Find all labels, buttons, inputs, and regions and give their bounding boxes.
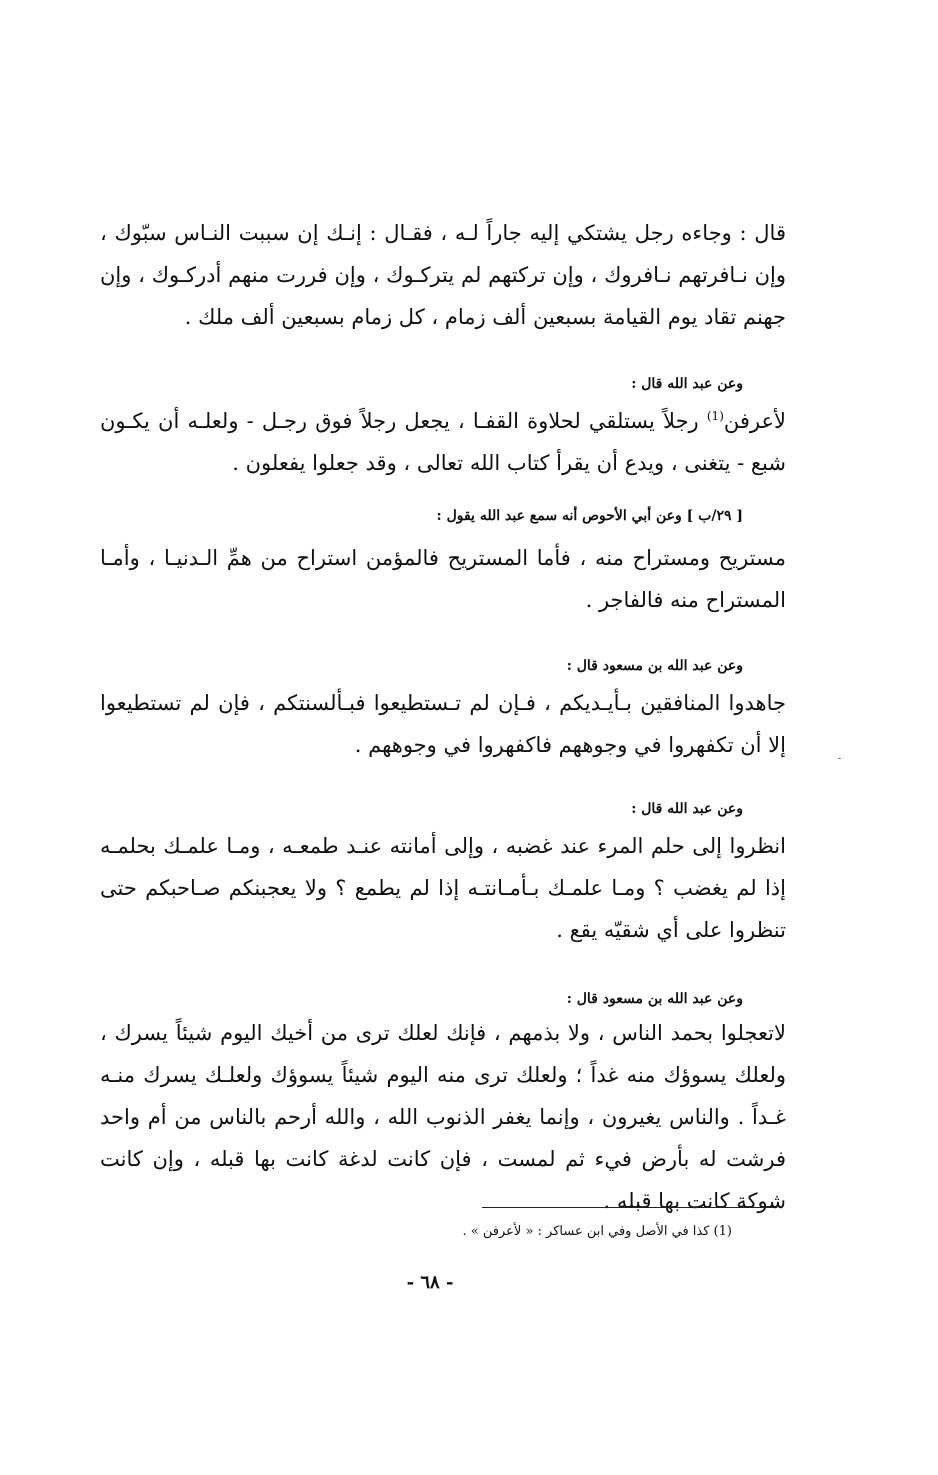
section-2-text-after-note: رجلاً يستلقي لحلاوة القفـا ، يجعل رجلاً فوق رجـل - ولعلـه أن يكـون شبع - يتغنى ، ويدع أن يقرأ كتاب الله تعالى ، وقد جعلوا يفعلون . bbox=[100, 409, 786, 475]
section-3-text: مستريح ومستراح منه ، فأما المستريح فالمؤمن استراح من همِّ الـدنيـا ، وأمـا المستراح منه فالفاجر . bbox=[100, 546, 786, 612]
section-5-heading: وعن عبد الله قال : bbox=[631, 801, 743, 817]
section-4-text: جاهدوا المنافقين بـأيـديكم ، فـإن لم تـستطيعوا فبـألسنتكم ، فإن لم تستطيعوا إلا أن تكفهروا في وجوههم فاكفهروا في وجوههم . bbox=[100, 691, 786, 757]
paragraph-1 bbox=[100, 212, 786, 338]
section-2-body bbox=[100, 400, 786, 484]
section-6-text: لاتعجلوا بحمد الناس ، ولا بذمهم ، فإنك لعلك ترى من أخيك اليوم شيئاً يسرك ، ولعلك يسوؤك منه غداً ؛ ولعلك ترى منه اليوم شيئاً يسوؤك ولعلـك يسرك منـه غـداً . والناس يغيرون ، وإنما يغفر الذنوب الله ، والله أرحم بالناس من أم واحد فرشت له بأرض فيء ثم لمست ، فإن كانت لدغة كانت بها قبله ، وإن كانت شوكة كانت بها قبله . bbox=[100, 1021, 786, 1213]
footnote: (1) كذا في الأصل وفي ابن عساكر : « لأعرفن » . bbox=[462, 1224, 732, 1239]
section-5-body bbox=[100, 825, 786, 951]
section-2-heading: وعن عبد الله قال : bbox=[631, 376, 743, 392]
section-2-text-before-note: لأعرفن bbox=[723, 409, 786, 433]
scan-mark bbox=[838, 758, 841, 759]
footnote-reference: (1) bbox=[706, 409, 724, 423]
section-6-body bbox=[100, 1012, 786, 1222]
section-3-body bbox=[100, 537, 786, 621]
footnote-separator bbox=[482, 1207, 774, 1208]
section-6-heading: وعن عبد الله بن مسعود قال : bbox=[566, 991, 743, 1007]
paragraph-1-text: قال : وجاءه رجل يشتكي إليه جاراً لـه ، فقـال : إنـك إن سببت النـاس سبّوك ، وإن نـافرتهم نـافروك ، وإن تركتهم لم يتركـوك ، وإن فررت منهم أدركـوك ، وإن جهنم تقاد يوم القيامة بسبعين ألف زمام ، كل زمام بسبعين ألف ملك . bbox=[100, 221, 786, 329]
section-4-heading: وعن عبد الله بن مسعود قال : bbox=[566, 658, 743, 674]
section-4-body bbox=[100, 682, 786, 766]
section-3-heading: [ ٢٩/ب ] وعن أبي الأحوص أنه سمع عبد الله يقول : bbox=[436, 508, 743, 524]
section-5-text: انظروا إلى حلم المرء عند غضبه ، وإلى أمانته عنـد طمعـه ، ومـا علمـك بحلمـه إذا لم يغضب ؟ ومـا علمـك بـأمـانتـه إذا لم يطمع ؟ ولا يعجبنكم صـاحبكم حتى تنظروا على أي شقيّه يقع . bbox=[100, 834, 786, 942]
page-number: - ٦٨ - bbox=[406, 1272, 454, 1293]
